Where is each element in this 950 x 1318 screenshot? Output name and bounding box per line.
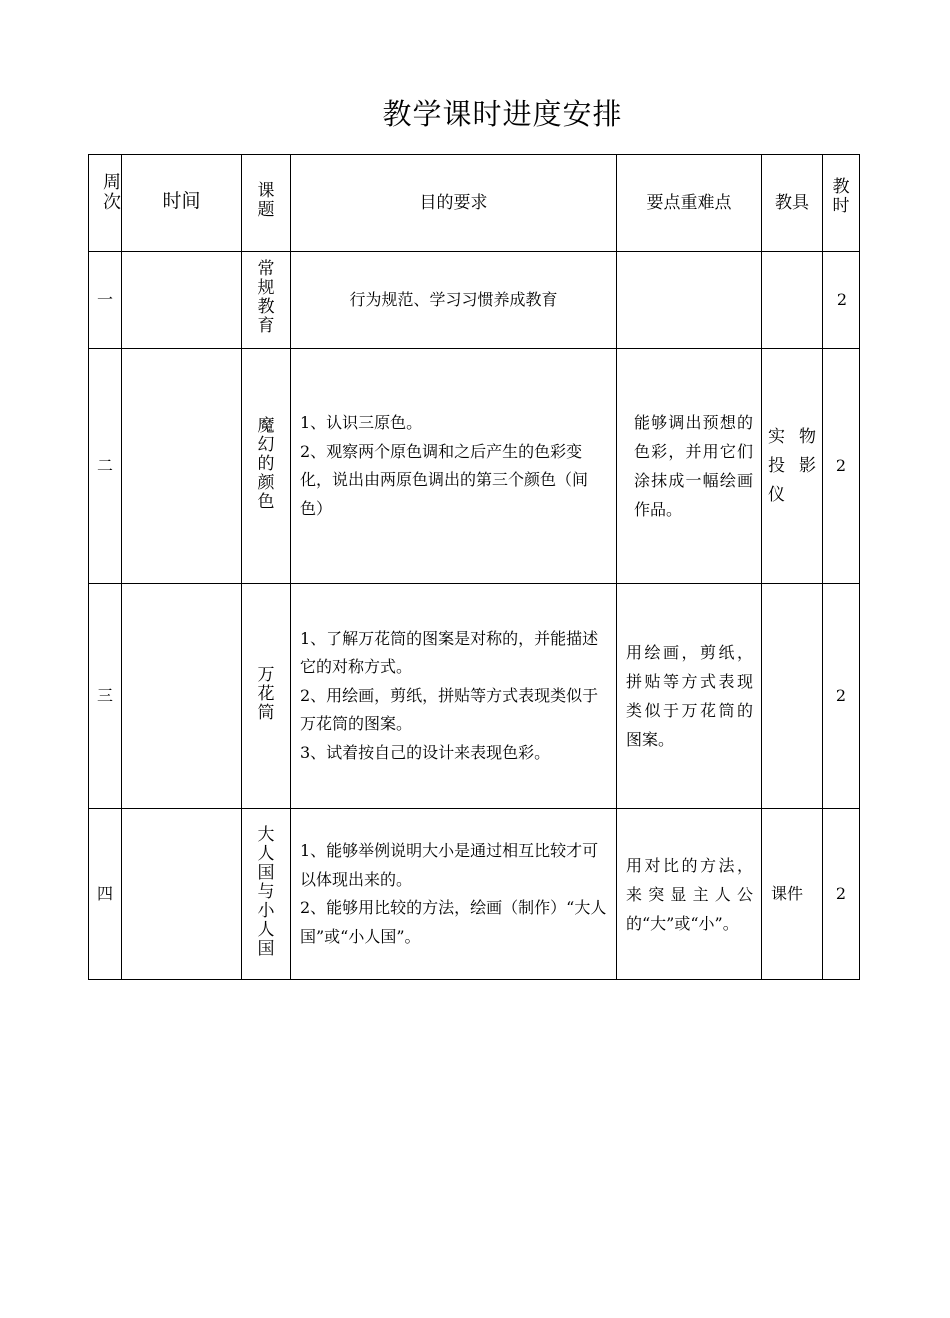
- tools-cell: [762, 584, 823, 809]
- keypoints-text: 用绘画，剪纸，拼贴等方式表现类似于万花筒的图案。: [626, 643, 753, 749]
- hours-cell: [823, 809, 860, 980]
- header-tools: 教具: [775, 193, 809, 213]
- goals-cell: [291, 252, 617, 349]
- topic-text: 万花筒: [257, 664, 275, 723]
- tools-text: 课件: [771, 884, 804, 903]
- table-row: [89, 349, 860, 584]
- header-week-cell: [89, 155, 122, 252]
- hours-value: 2: [836, 290, 847, 309]
- tools-cell: [762, 252, 823, 349]
- header-topic-cell: [242, 155, 291, 252]
- hours-value: 2: [835, 686, 847, 705]
- time-cell: [122, 584, 242, 809]
- keypoints-text: 用对比的方法，来突显主人公的“大”或“小”。: [626, 855, 753, 933]
- page-title: 教学课时进度安排: [382, 97, 623, 131]
- keypoints-text: 能够调出预想的色彩，并用它们涂抹成一幅绘画作品。: [634, 413, 753, 519]
- table-row: [89, 809, 860, 980]
- goals-cell: [291, 809, 617, 980]
- hours-cell: [823, 252, 860, 349]
- header-row: [89, 155, 860, 252]
- week-cell: 二: [89, 349, 122, 584]
- topic-cell: [242, 584, 291, 809]
- week-cell: 一: [89, 252, 122, 349]
- hours-value: 2: [835, 884, 847, 903]
- goal-line: 1、了解万花筒的图案是对称的，并能描述它的对称方式。: [300, 628, 599, 677]
- goal-line: 1、认识三原色。: [300, 413, 423, 432]
- header-hours: 教时: [832, 177, 850, 216]
- time-cell: [122, 349, 242, 584]
- tools-cell: [762, 349, 823, 584]
- week-cell: 四: [89, 809, 122, 980]
- week-cell: 三: [89, 584, 122, 809]
- keypoints-cell: [617, 349, 762, 584]
- header-keypoints: 要点重难点: [646, 193, 732, 213]
- keypoints-cell: [617, 252, 762, 349]
- header-week: 周次: [103, 172, 121, 213]
- header-tools-cell: [762, 155, 823, 252]
- keypoints-cell: [617, 809, 762, 980]
- header-keypoints-cell: [617, 155, 762, 252]
- goal-line: 2、能够用比较的方法，绘画（制作）“大人国”或“小人国”。: [300, 898, 607, 946]
- hours-cell: [823, 349, 860, 584]
- goal-line: 1、能够举例说明大小是通过相互比较才可以体现出来的。: [300, 841, 599, 889]
- keypoints-cell: [617, 584, 762, 809]
- hours-cell: [823, 584, 860, 809]
- header-topic: 课题: [257, 181, 275, 220]
- goal-line: 2、观察两个原色调和之后产生的色彩变化，说出由两原色调出的第三个颜色（间色）: [300, 441, 589, 518]
- topic-cell: [242, 252, 291, 349]
- topic-cell: [242, 809, 291, 980]
- topic-cell: [242, 349, 291, 584]
- tools-text: 实物投影仪: [768, 426, 816, 505]
- table-row: [89, 252, 860, 349]
- schedule-table: [88, 154, 860, 980]
- table-row: [89, 584, 860, 809]
- goal-line: 3、试着按自己的设计来表现色彩。: [300, 742, 551, 762]
- goals-cell: [291, 584, 617, 809]
- header-goals-cell: [291, 155, 617, 252]
- header-hours-cell: [823, 155, 860, 252]
- goal-line: 2、用绘画，剪纸，拼贴等方式表现类似于万花筒的图案。: [300, 685, 599, 734]
- time-cell: [122, 252, 242, 349]
- goals-cell: [291, 349, 617, 584]
- header-goals: 目的要求: [419, 193, 488, 213]
- tools-cell: [762, 809, 823, 980]
- hours-value: 2: [835, 456, 847, 475]
- time-cell: [122, 809, 242, 980]
- topic-text: 魔幻的颜色: [257, 415, 275, 512]
- header-time-cell: [122, 155, 242, 252]
- header-time: 时间: [162, 189, 201, 212]
- topic-text: 大人国与小人国: [257, 824, 275, 959]
- goal-line: 行为规范、学习习惯养成教育: [349, 289, 558, 309]
- topic-text: 常规教育: [257, 259, 275, 336]
